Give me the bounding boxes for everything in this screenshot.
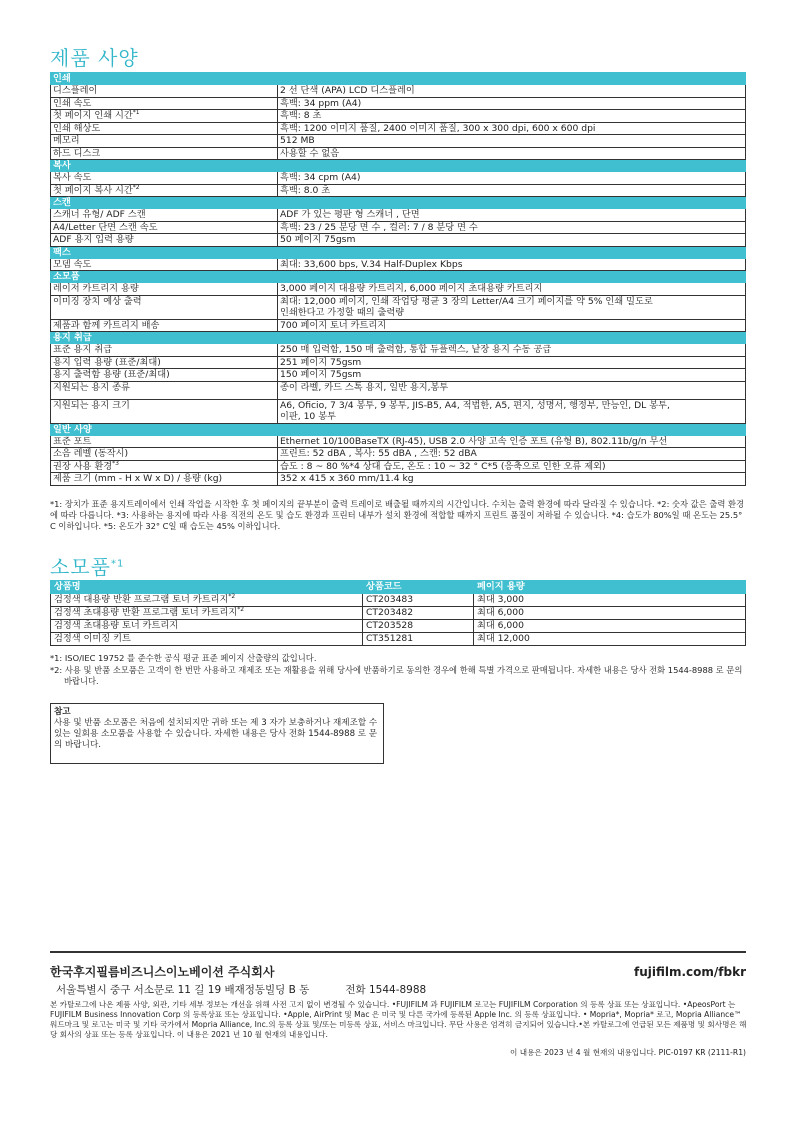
spec-value: 흑백: 23 / 25 분당 면 수 , 컬러: 7 / 8 분당 면 수 bbox=[278, 221, 746, 234]
spec-key: 첫 페이지 복사 시간$^{*2}$ bbox=[51, 184, 278, 197]
spec-key: 레이저 카트리지 용량 bbox=[51, 283, 278, 296]
spec-key: 인쇄 속도 bbox=[51, 97, 278, 110]
spec-key: 제품과 함께 카트리지 배송 bbox=[51, 319, 278, 332]
spec-row bbox=[51, 147, 746, 160]
spec-value: 흑백: 34 ppm (A4) bbox=[278, 97, 746, 110]
spec-value: 3,000 페이지 대용량 카트리지, 6,000 페이지 초대용량 카트리지 bbox=[278, 283, 746, 296]
spec-row bbox=[51, 221, 746, 234]
company-address: 서울특별시 중구 서소문로 11 길 19 배재정동빌딩 B 동 전화 1544-8988 bbox=[56, 984, 427, 996]
spec-value: 흑백: 8.0 초 bbox=[278, 184, 746, 197]
section-header: 소모품 bbox=[51, 271, 746, 283]
spec-key: 스캐너 유형/ ADF 스캔 bbox=[51, 209, 278, 222]
spec-key: 지원되는 용지 크기 bbox=[51, 399, 278, 423]
spec-key: 복사 속도 bbox=[51, 172, 278, 185]
spec-key: 권장 사용 환경$^{*3}$ bbox=[51, 460, 278, 473]
section-header: 복사 bbox=[51, 160, 746, 172]
footnote-1: *1: ISO/IEC 19752 를 준수한 공식 평균 표준 페이지 산출량의 값입니다. bbox=[50, 653, 317, 663]
company-phone: 전화 1544-8988 bbox=[345, 984, 427, 996]
spec-key: 지원되는 용지 종류 bbox=[51, 381, 278, 399]
section-header: 팩스 bbox=[51, 246, 746, 258]
spec-row bbox=[51, 258, 746, 271]
legal-notice: 본 카탈로그에 나온 제품 사양, 외관, 기타 세부 정보는 개선을 위해 사전 고지 없이 변경될 수 있습니다. •FUJIFILM 과 FUJIFILM 로고는 FUJIFILM Corporation 의 등록 상표 또는 상표입니다. •ApeosPort 는 FUJIFILM Business Innovation Corp 의 등록상표 또는 상표입니다. •Apple, AirPrint 및 Mac 은 미국 및 다른 국가에 등록된 Apple Inc. 의 등록 상표입니다. • Mopria*, Mopria* 로고, Mopria Alliance™ 워드마크 및 로고는 미국 및 기타 국가에서 Mopria Alliance, Inc.의 등록 상표 및/또는 미등록 상표, 서비스 마크입니다. 무단 사용은 엄격히 금지되어 있습니다.•본 카탈로그에 언급된 모든 제품명 및 회사명은 해당 회사의 상표 또는 등록 상표입니다. 이 내용은 2021 년 10 월 현재의 내용입니다. bbox=[50, 1000, 747, 1039]
section-header: 스캔 bbox=[51, 197, 746, 209]
consumables-table bbox=[50, 580, 746, 646]
spec-key: 용지 출력함 용량 (표준/최대) bbox=[51, 369, 278, 382]
spec-row bbox=[51, 435, 746, 448]
spec-value: 512 MB bbox=[278, 135, 746, 148]
spec-key: 메모리 bbox=[51, 135, 278, 148]
spec-value: 700 페이지 토너 카트리지 bbox=[278, 319, 746, 332]
reference-title: 참고 bbox=[54, 707, 71, 717]
spec-row bbox=[51, 381, 746, 399]
spec-value: 최대: 12,000 페이지, 인쇄 작업당 평균 3 장의 Letter/A4 크기 페이지를 약 5% 인쇄 밀도로 인쇄한다고 가정할 때의 출력량 bbox=[278, 295, 746, 319]
spec-row bbox=[51, 295, 746, 319]
spec-value: 습도 : 8 ~ 80 %*4 상대 습도, 온도 : 10 ~ 32 ° C*5 (응축으로 인한 오류 제외) bbox=[278, 460, 746, 473]
spec-row bbox=[51, 356, 746, 369]
spec-key: 하드 디스크 bbox=[51, 147, 278, 160]
spec-key: 인쇄 해상도 bbox=[51, 122, 278, 135]
spec-key: A4/Letter 단면 스캔 속도 bbox=[51, 221, 278, 234]
company-name: 한국후지필름비즈니스이노베이션 주식회사 bbox=[50, 965, 275, 979]
spec-row bbox=[51, 369, 746, 382]
spec-row bbox=[51, 448, 746, 461]
spec-value: 프린트: 52 dBA , 복사: 55 dBA , 스캔: 52 dBA bbox=[278, 448, 746, 461]
col-header-name: 상품명 bbox=[51, 581, 363, 594]
spec-key: 모뎀 속도 bbox=[51, 258, 278, 271]
consumable-row: 검정색 대용량 반환 프로그램 토너 카트리지$^{*2}$ CT203483 최대 3,000 bbox=[51, 594, 746, 607]
consumables-footnotes bbox=[50, 653, 750, 688]
spec-value: 사용할 수 없음 bbox=[278, 147, 746, 160]
spec-value: 흑백: 34 cpm (A4) bbox=[278, 172, 746, 185]
spec-key: ADF 용지 입력 용량 bbox=[51, 234, 278, 247]
spec-value: 2 선 단색 (APA) LCD 디스플레이 bbox=[278, 85, 746, 98]
consumable-row: 검정색 초대용량 반환 프로그램 토너 카트리지$^{*2}$ CT203482 최대 6,000 bbox=[51, 607, 746, 620]
spec-value: 흑백: 1200 이미지 품질, 2400 이미지 품질, 300 x 300 dpi, 600 x 600 dpi bbox=[278, 122, 746, 135]
consumables-title: 소모품$^{*1}$ bbox=[50, 555, 125, 579]
consumable-row: 검정색 초대용량 토너 카트리지 CT203528 최대 6,000 bbox=[51, 620, 746, 633]
footer-divider bbox=[50, 951, 746, 953]
spec-row bbox=[51, 234, 746, 247]
spec-key: 용지 입력 용량 (표준/최대) bbox=[51, 356, 278, 369]
spec-value: 352 x 415 x 360 mm/11.4 kg bbox=[278, 473, 746, 486]
spec-value: 250 매 입력함, 150 매 출력함, 통합 듀플렉스, 낱장 용지 수동 공급 bbox=[278, 344, 746, 357]
spec-row bbox=[51, 344, 746, 357]
spec-value: 종이 라벨, 카드 스톡 용지, 일반 용지,봉투 bbox=[278, 381, 746, 399]
spec-row bbox=[51, 85, 746, 98]
spec-row bbox=[51, 110, 746, 123]
spec-row bbox=[51, 399, 746, 423]
document-code: 이 내용은 2023 년 4 월 현재의 내용입니다. PIC-0197 KR (2111-R1) bbox=[510, 1048, 746, 1057]
spec-value: Ethernet 10/100BaseTX (RJ-45), USB 2.0 사양 고속 인증 포트 (유형 B), 802.11b/g/n 무선 bbox=[278, 435, 746, 448]
footnote-2: *2: 사용 및 반품 소모품은 고객이 한 번만 사용하고 재제조 또는 재활용을 위해 당사에 반품하기로 동의한 경우에 한해 특별 가격으로 판매됩니다. 자세한 내용은 당사 전화 1544-8988 로 문의 바랍니다. bbox=[50, 664, 743, 686]
spec-value: 251 페이지 75gsm bbox=[278, 356, 746, 369]
consumable-row: 검정색 이미징 키트 CT351281 최대 12,000 bbox=[51, 633, 746, 646]
spec-row bbox=[51, 97, 746, 110]
spec-key: 소음 레벨 (동작시) bbox=[51, 448, 278, 461]
spec-table bbox=[50, 72, 746, 486]
spec-row bbox=[51, 135, 746, 148]
spec-row bbox=[51, 122, 746, 135]
section-header: 일반 사양 bbox=[51, 423, 746, 435]
spec-row bbox=[51, 172, 746, 185]
spec-key: 제품 크기 (mm - H x W x D) / 용량 (kg) bbox=[51, 473, 278, 486]
spec-value: 흑백: 8 초 bbox=[278, 110, 746, 123]
spec-value: ADF 가 있는 평판 형 스캐너 , 단면 bbox=[278, 209, 746, 222]
spec-row bbox=[51, 473, 746, 486]
spec-value: 50 페이지 75gsm bbox=[278, 234, 746, 247]
col-header-code: 상품코드 bbox=[363, 581, 474, 594]
website-link[interactable]: fujifilm.com/fbkr bbox=[633, 965, 746, 979]
spec-value: 최대: 33,600 bps, V.34 Half-Duplex Kbps bbox=[278, 258, 746, 271]
col-header-capacity: 페이지 용량 bbox=[474, 581, 746, 594]
section-header: 인쇄 bbox=[51, 73, 746, 85]
spec-key: 첫 페이지 인쇄 시간$^{*1}$ bbox=[51, 110, 278, 123]
spec-footnotes: *1: 장치가 표준 용지트레이에서 인쇄 작업을 시작한 후 첫 페이지의 끝부분이 출력 트레이로 배출될 때까지의 시간입니다. 수치는 출력 환경에 따라 달라질 수 있습니다. *2: 숫자 값은 출력 환경에 따라 다릅니다. *3: 사용하는 용지에 따라 사용 직전의 온도 및 습도 환경과 프린터 내부가 설치 환경에 적합할 때까지 프린트 품질이 저하될 수 있습니다. *4: 습도가 80%일 때 온도는 25.5° C 이하입니다. *5: 온도가 32° C일 때 습도는 45% 이하입니다. bbox=[50, 499, 745, 531]
section-header: 용지 취급 bbox=[51, 332, 746, 344]
page-title: 제품 사양 bbox=[50, 46, 139, 70]
reference-text: 사용 및 반품 소모품은 처음에 설치되지만 귀하 또는 제 3 자가 보충하거나 재제조할 수 있는 일회용 소모품을 사용할 수 있습니다. 자세한 내용은 당사 전화 1544-8988 로 문의 바랍니다. bbox=[54, 718, 378, 750]
spec-key: 이미징 장치 예상 출력 bbox=[51, 295, 278, 319]
spec-value: 150 페이지 75gsm bbox=[278, 369, 746, 382]
spec-value: A6, Oficio, 7 3/4 봉투, 9 봉투, JIS-B5, A4, 적법한, A5, 편지, 성명서, 행정부, 만능인, DL 봉투, 이판, 10 봉투 bbox=[278, 399, 746, 423]
spec-key: 디스플레이 bbox=[51, 85, 278, 98]
spec-key: 표준 포트 bbox=[51, 435, 278, 448]
spec-row bbox=[51, 209, 746, 222]
spec-row bbox=[51, 283, 746, 296]
spec-row bbox=[51, 184, 746, 197]
spec-key: 표준 용지 취급 bbox=[51, 344, 278, 357]
spec-row bbox=[51, 319, 746, 332]
reference-box bbox=[50, 703, 384, 764]
spec-row bbox=[51, 460, 746, 473]
